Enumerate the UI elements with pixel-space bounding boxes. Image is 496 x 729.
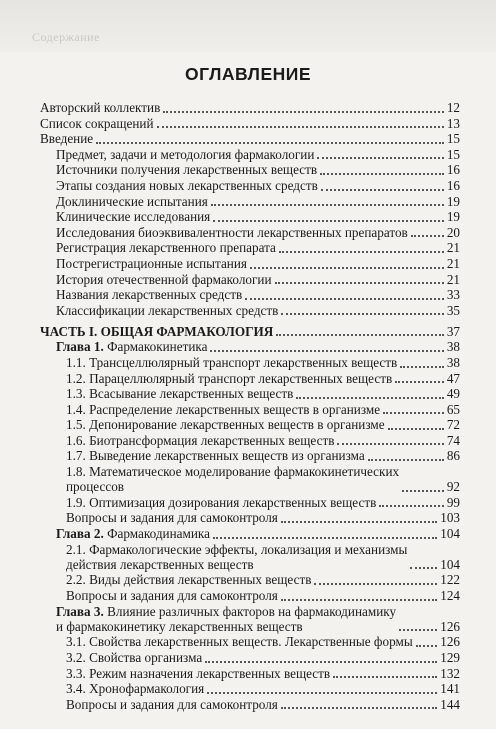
page-number: 129	[440, 650, 460, 666]
toc-entry-continuation: действия лекарственных веществ	[66, 557, 254, 573]
chapter-number: Глава 3.	[56, 603, 104, 619]
page-number: 21	[446, 255, 460, 271]
bleed-through-text: Содержание	[32, 30, 100, 44]
page-number: 126	[440, 634, 460, 650]
toc-entry[interactable]	[40, 448, 460, 464]
toc-entry-title	[40, 100, 160, 116]
toc-entry[interactable]	[40, 666, 460, 682]
toc-entry-text: 3.2. Свойства организма	[66, 650, 203, 666]
toc-entry[interactable]	[40, 322, 460, 339]
toc-entry[interactable]	[40, 131, 460, 147]
dot-leader	[281, 599, 437, 601]
toc-entry-text: 2.1. Фармакологические эффекты, локализация и механизмы	[66, 541, 408, 557]
toc-entry-text: 1.3. Всасывание лекарственных веществ	[66, 386, 294, 402]
page-number: 99	[446, 494, 460, 510]
page-number: 35	[446, 302, 460, 318]
page-number: 72	[446, 417, 460, 433]
toc-entry-text: История отечественной фармакологии	[56, 271, 272, 287]
toc-entry-title	[56, 303, 278, 319]
page-number: 49	[446, 386, 460, 402]
dot-leader	[399, 629, 437, 631]
toc-entry[interactable]	[40, 433, 460, 449]
dot-leader	[320, 173, 444, 175]
toc-entry-text: Фармакокинетика	[107, 339, 208, 355]
toc-entry-title	[56, 147, 314, 163]
page-number: 104	[440, 557, 460, 573]
page-number: 74	[446, 432, 460, 448]
toc-entry-title	[56, 256, 247, 272]
toc-entry-title	[66, 634, 413, 650]
dot-leader	[279, 251, 444, 253]
toc-entry[interactable]	[40, 417, 460, 433]
toc-entry-title	[66, 588, 278, 604]
toc-entry[interactable]	[40, 526, 460, 542]
dot-leader	[205, 661, 437, 663]
page-number: 15	[446, 146, 460, 162]
toc-entry[interactable]	[40, 303, 460, 319]
toc-entry-title	[66, 433, 334, 449]
toc-entry-title	[56, 225, 408, 241]
toc-entry[interactable]	[40, 162, 460, 178]
page-number: 12	[446, 100, 460, 115]
dot-leader	[211, 204, 444, 206]
page-number: 126	[440, 619, 460, 635]
page-number: 144	[440, 696, 460, 712]
toc-entry-title	[66, 386, 293, 402]
dot-leader	[388, 428, 444, 430]
page-header-band	[0, 0, 496, 52]
toc-entry-title	[66, 417, 385, 433]
toc-entry[interactable]	[40, 272, 460, 288]
toc-entry-title	[66, 464, 399, 495]
toc-entry[interactable]	[40, 464, 460, 495]
dot-leader	[163, 111, 443, 113]
toc-entry-title	[56, 339, 207, 355]
toc-entry[interactable]	[40, 495, 460, 511]
toc-entry-title	[66, 371, 392, 387]
dot-leader	[400, 366, 444, 368]
toc-entry-title	[66, 355, 397, 371]
toc-entry-title	[56, 162, 317, 178]
toc-entry[interactable]	[40, 240, 460, 256]
toc-entry-text: 1.8. Математическое моделирование фармакокинетических	[66, 464, 400, 480]
dot-leader	[213, 220, 444, 222]
dot-leader	[317, 157, 443, 159]
toc-entry-text: Регистрация лекарственного препарата	[56, 240, 276, 256]
page-number: 19	[446, 209, 460, 225]
toc-entry[interactable]	[40, 572, 460, 588]
toc-entry[interactable]	[40, 287, 460, 303]
toc-entry-title	[66, 402, 380, 418]
dot-leader	[245, 298, 444, 300]
toc-entry[interactable]	[40, 194, 460, 210]
toc-entry-title	[56, 604, 396, 635]
page-number: 47	[446, 370, 460, 386]
toc-entry[interactable]	[40, 402, 460, 418]
dot-leader	[276, 334, 444, 336]
dot-leader	[368, 459, 444, 461]
toc-entry-text: Вопросы и задания для самоконтроля	[66, 696, 278, 712]
toc-entry-text: Влияние различных факторов на фармакодинамику	[107, 603, 397, 619]
dot-leader	[411, 235, 444, 237]
dot-leader	[383, 412, 444, 414]
page-number: 65	[446, 401, 460, 417]
page-number: 38	[446, 354, 460, 370]
toc-entry[interactable]	[40, 650, 460, 666]
page-number: 33	[446, 287, 460, 303]
toc-entry-text: 1.1. Трансцеллюлярный транспорт лекарственных веществ	[66, 354, 398, 370]
toc-entry-title	[56, 272, 272, 288]
toc-entry[interactable]	[40, 147, 460, 163]
dot-leader	[157, 126, 444, 128]
dot-leader	[402, 490, 444, 492]
page-number: 132	[440, 665, 460, 681]
toc-entry-continuation: и фармакокинетику лекарственных веществ	[56, 619, 303, 635]
dot-leader	[296, 397, 443, 399]
toc-entry-title	[40, 116, 154, 132]
page-number: 38	[446, 339, 460, 355]
toc-entry[interactable]	[40, 510, 460, 526]
toc-entry-title	[66, 542, 407, 573]
toc-entry[interactable]	[40, 542, 460, 573]
toc-entry-text: 1.9. Оптимизация дозирования лекарственных веществ	[66, 494, 377, 510]
dot-leader	[379, 505, 443, 507]
dot-leader	[416, 645, 438, 647]
dot-leader	[281, 521, 437, 523]
toc-entry-text: Авторский коллектив	[40, 100, 161, 115]
page-number: 21	[446, 240, 460, 256]
toc-entry-title	[56, 178, 318, 194]
toc-entry-text: 1.7. Выведение лекарственных веществ из организма	[66, 448, 365, 464]
dot-leader	[96, 142, 444, 144]
toc-entry-title	[66, 448, 365, 464]
toc-entry-text: Вопросы и задания для самоконтроля	[66, 588, 278, 604]
page-number: 37	[446, 323, 460, 339]
toc-entry-title	[56, 209, 210, 225]
toc-entry-text: 1.6. Биотрансформация лекарственных веществ	[66, 432, 335, 448]
toc-entry-title	[66, 510, 278, 526]
toc-entry-title	[66, 572, 311, 588]
toc-entry-text: 1.4. Распределение лекарственных веществ в организме	[66, 401, 381, 417]
chapter-number: Глава 2.	[56, 526, 104, 542]
toc-entry-text: Список сокращений	[40, 115, 154, 131]
page-number: 21	[446, 271, 460, 287]
toc-entry-text: 1.5. Депонирование лекарственных веществ в организме	[66, 417, 385, 433]
toc-entry-text: Доклинические испытания	[56, 193, 208, 209]
toc-entry-text: 3.3. Режим назначения лекарственных веществ	[66, 665, 331, 681]
toc-entry-text: Этапы создания новых лекарственных средств	[56, 177, 318, 193]
toc-entry-text: 3.1. Свойства лекарственных веществ. Лекарственные формы	[66, 634, 413, 650]
toc-entry-text: Вопросы и задания для самоконтроля	[66, 510, 278, 526]
toc-entry[interactable]	[40, 256, 460, 272]
dot-leader	[213, 537, 437, 539]
toc-entry-text: Исследования биоэквивалентности лекарственных препаратов	[56, 224, 408, 240]
chapter-number: Глава 1.	[56, 339, 104, 355]
dot-leader	[281, 313, 443, 315]
toc-entry-text: Пострегистрационные испытания	[56, 255, 247, 271]
table-of-contents	[40, 100, 460, 712]
toc-entry-text: Клинические исследования	[56, 209, 211, 225]
dot-leader	[210, 350, 443, 352]
toc-entry[interactable]	[40, 604, 460, 635]
toc-entry-title	[66, 650, 202, 666]
toc-entry-title	[56, 526, 210, 542]
page-number: 19	[446, 193, 460, 209]
page-number: 104	[440, 526, 460, 542]
page-number: 16	[446, 162, 460, 178]
toc-entry-text: Источники получения лекарственных веществ	[56, 162, 318, 178]
toc-entry[interactable]	[40, 371, 460, 387]
toc-entry-title	[56, 194, 208, 210]
page-number: 124	[440, 588, 460, 604]
toc-entry-title	[66, 681, 204, 697]
toc-entry-text: Названия лекарственных средств	[56, 287, 243, 303]
toc-entry-text: Классификации лекарственных средств	[56, 302, 279, 318]
toc-entry-text: 3.4. Хронофармакология	[66, 681, 205, 697]
page-number: 141	[440, 681, 460, 697]
page-number: 13	[446, 115, 460, 131]
toc-entry[interactable]	[40, 209, 460, 225]
dot-leader	[337, 443, 443, 445]
dot-leader	[281, 707, 437, 709]
page-number: 103	[440, 510, 460, 526]
dot-leader	[410, 567, 437, 569]
toc-entry[interactable]	[40, 225, 460, 241]
toc-entry[interactable]	[40, 116, 460, 132]
toc-entry-title	[40, 131, 93, 147]
toc-entry-continuation: процессов	[66, 479, 125, 495]
page-number: 15	[446, 131, 460, 147]
dot-leader	[207, 692, 437, 694]
dot-leader	[395, 381, 444, 383]
toc-entry[interactable]	[40, 386, 460, 402]
toc-entry-title	[56, 287, 242, 303]
toc-entry[interactable]	[40, 634, 460, 650]
dot-leader	[321, 189, 444, 191]
toc-entry-text: Предмет, задачи и методология фармакологии	[56, 146, 315, 162]
toc-entry[interactable]	[40, 681, 460, 697]
page-number: 122	[440, 572, 460, 588]
toc-entry-text: 2.2. Виды действия лекарственных веществ	[66, 572, 312, 588]
page-title: ОГЛАВЛЕНИЕ	[184, 64, 312, 84]
toc-entry-text: 1.2. Парацеллюлярный транспорт лекарственных веществ	[66, 370, 393, 386]
toc-entry-title	[56, 240, 276, 256]
toc-entry[interactable]	[40, 100, 460, 116]
dot-leader	[333, 676, 437, 678]
dot-leader	[250, 267, 444, 269]
page-number: 86	[446, 448, 460, 464]
toc-entry[interactable]	[40, 178, 460, 194]
toc-entry-text: Введение	[40, 131, 94, 147]
dot-leader	[314, 583, 437, 585]
toc-entry-title	[66, 495, 376, 511]
toc-entry-title	[66, 666, 330, 682]
toc-entry[interactable]	[40, 339, 460, 355]
toc-entry-text: Фармакодинамика	[107, 526, 210, 542]
page-number: 20	[446, 224, 460, 240]
toc-entry-title	[40, 324, 273, 340]
toc-entry[interactable]	[40, 697, 460, 713]
toc-entry-text: ЧАСТЬ I. ОБЩАЯ ФАРМАКОЛОГИЯ	[40, 323, 274, 339]
toc-entry[interactable]	[40, 588, 460, 604]
toc-entry-title	[66, 697, 278, 713]
page-number: 92	[446, 479, 460, 495]
toc-entry[interactable]	[40, 355, 460, 371]
page-number: 16	[446, 177, 460, 193]
dot-leader	[275, 282, 444, 284]
